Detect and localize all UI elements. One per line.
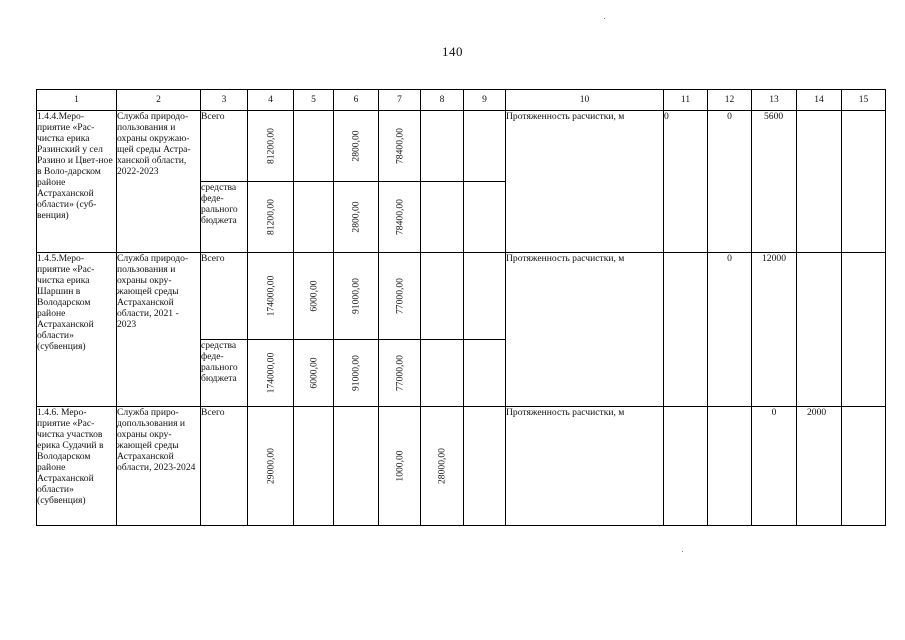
amount-value: 6000,00 (308, 280, 319, 312)
header-cell: 15 (842, 90, 886, 111)
header-row (37, 90, 886, 111)
amount-cell (421, 407, 464, 526)
amount-cell (248, 340, 294, 407)
scan-speck (604, 18, 605, 19)
amount-cell (421, 182, 464, 253)
amount-value: 174000,00 (265, 352, 276, 394)
amount-cell (334, 407, 379, 526)
header-cell: 7 (379, 90, 421, 111)
amount-cell (464, 253, 506, 340)
value-cell: 2000 (797, 407, 842, 526)
event-cell: 1.4.5.Меро-приятие «Рас-чистка ерика Шаршин в Володарском районе Астраханской области» (субвенция) (37, 253, 117, 407)
budget-table (36, 89, 886, 526)
header-cell: 1 (37, 90, 117, 111)
amount-cell (421, 111, 464, 182)
value-cell (664, 253, 708, 407)
amount-cell (248, 253, 294, 340)
amount-value: 77000,00 (394, 355, 405, 391)
funding-label: Всего (201, 407, 248, 526)
funding-label: Всего (201, 111, 248, 182)
header-cell: 14 (797, 90, 842, 111)
table-row (37, 111, 886, 182)
amount-cell (464, 407, 506, 526)
amount-cell (464, 340, 506, 407)
header-cell: 3 (201, 90, 248, 111)
page-number: 140 (442, 44, 463, 59)
header-cell: 13 (752, 90, 797, 111)
header-cell: 2 (117, 90, 201, 111)
amount-value: 91000,00 (350, 355, 362, 391)
amount-cell (248, 182, 294, 253)
amount-cell (464, 182, 506, 253)
amount-cell (294, 182, 334, 253)
value-cell (842, 407, 886, 526)
funding-label: средства феде-рального бюджета (201, 182, 248, 253)
header-cell: 12 (708, 90, 752, 111)
amount-cell (334, 182, 379, 253)
value-cell: 5600 (752, 111, 797, 253)
value-cell: 0 (752, 407, 797, 526)
value-cell (842, 111, 886, 253)
indicator-cell: Протяженность расчистки, м (506, 111, 664, 253)
amount-cell (379, 182, 421, 253)
amount-cell (334, 340, 379, 407)
amount-cell (294, 253, 334, 340)
value-cell (797, 253, 842, 407)
table-row (37, 407, 886, 526)
amount-cell (421, 253, 464, 340)
indicator-cell: Протяженность расчистки, м (506, 253, 664, 407)
header-cell: 9 (464, 90, 506, 111)
header-cell: 10 (506, 90, 664, 111)
amount-cell (379, 111, 421, 182)
amount-value: 2800,00 (350, 201, 362, 233)
value-cell (842, 253, 886, 407)
funding-label: Всего (201, 253, 248, 340)
amount-cell (334, 253, 379, 340)
header-cell: 8 (421, 90, 464, 111)
amount-value: 174000,00 (265, 275, 276, 317)
amount-value: 91000,00 (350, 278, 362, 314)
amount-value: 1000,00 (394, 450, 405, 482)
value-cell (708, 407, 752, 526)
amount-cell (379, 253, 421, 340)
event-cell: 1.4.6. Меро-приятие «Рас-чистка участков ерика Судачий в Володарском районе Астраханской области» (субвенция) (37, 407, 117, 526)
amount-value: 77000,00 (394, 278, 405, 314)
executor-cell: Служба приро-допользования и охраны окру-жающей среды Астраханской области, 2023-2024 (117, 407, 201, 526)
amount-value: 2800,00 (350, 130, 362, 162)
amount-cell (248, 111, 294, 182)
amount-cell (379, 340, 421, 407)
amount-cell (421, 340, 464, 407)
amount-cell (294, 111, 334, 182)
table-row (37, 253, 886, 340)
header-cell: 4 (248, 90, 294, 111)
amount-cell (379, 407, 421, 526)
executor-cell: Служба природо-пользования и охраны окружаю-щей среды Астра-ханской области, 2022-2023 (117, 111, 201, 253)
header-cell: 6 (334, 90, 379, 111)
funding-label: средства феде-рального бюджета (201, 340, 248, 407)
amount-value: 6000,00 (308, 357, 319, 389)
amount-value: 28000,00 (436, 448, 448, 484)
value-cell: 0 (708, 111, 752, 253)
event-cell: 1.4.4.Меро-приятие «Рас-чистка ерика Разинский у сел Разино и Цвет-ное в Воло-дарском районе Астраханской области» (суб-венция) (37, 111, 117, 253)
value-cell (797, 111, 842, 253)
amount-cell (464, 111, 506, 182)
amount-value: 29000,00 (265, 448, 276, 484)
value-cell: 0 (708, 253, 752, 407)
amount-cell (248, 407, 294, 526)
amount-value: 78400,00 (394, 199, 405, 235)
amount-cell (334, 111, 379, 182)
value-cell (664, 407, 708, 526)
header-cell: 5 (294, 90, 334, 111)
header-cell: 11 (664, 90, 708, 111)
amount-cell (294, 407, 334, 526)
amount-cell (294, 340, 334, 407)
scan-speck (682, 551, 683, 552)
amount-value: 78400,00 (394, 128, 405, 164)
amount-value: 81200,00 (265, 128, 276, 164)
indicator-cell: Протяженность расчистки, м (506, 407, 664, 526)
executor-cell: Служба природо-пользования и охраны окру-жающей среды Астраханской области, 2021 - 2023 (117, 253, 201, 407)
value-cell: 12000 (752, 253, 797, 407)
amount-value: 81200,00 (265, 199, 276, 235)
value-cell: 0 (664, 111, 708, 253)
